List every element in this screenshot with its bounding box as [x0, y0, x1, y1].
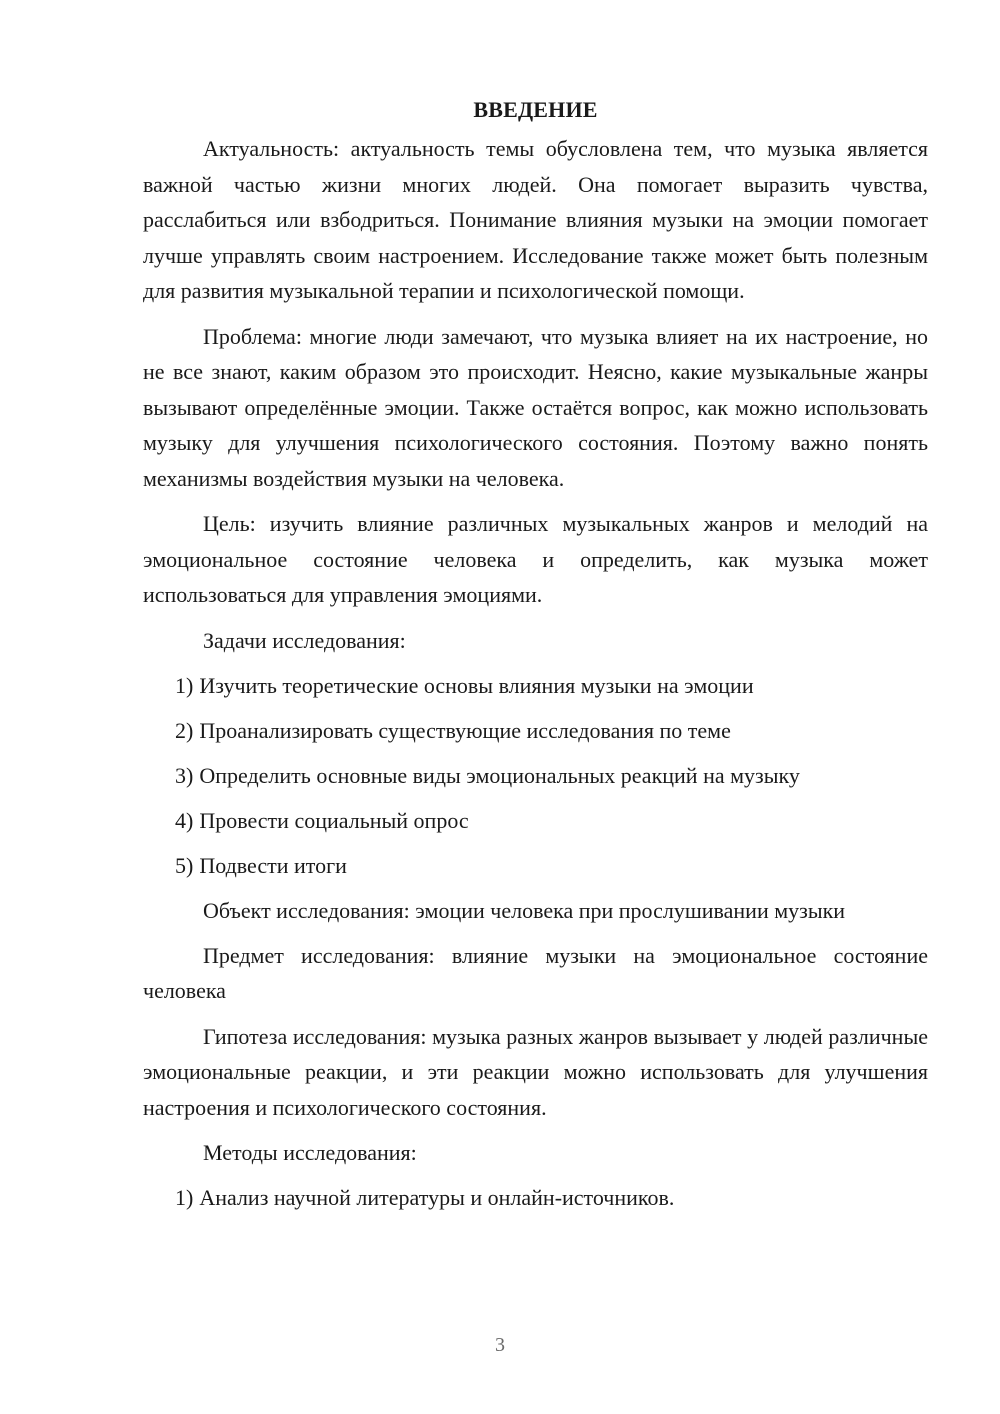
- task-number: 1): [175, 672, 194, 698]
- task-number: 5): [175, 852, 194, 878]
- methods-list: [143, 1180, 928, 1216]
- method-item: [143, 1180, 928, 1216]
- method-text: Анализ научной литературы и онлайн-источников.: [199, 1185, 675, 1210]
- task-item: [143, 713, 928, 749]
- task-item: [143, 848, 928, 884]
- task-number: 4): [175, 807, 194, 833]
- task-text: Определить основные виды эмоциональных реакций на музыку: [199, 762, 800, 788]
- task-item: [143, 758, 928, 794]
- task-text: Изучить теоретические основы влияния музыки на эмоции: [199, 672, 754, 698]
- section-heading: ВВЕДЕНИЕ: [473, 97, 598, 122]
- task-text: Проанализировать существующие исследования по теме: [199, 717, 731, 743]
- task-text: Подвести итоги: [199, 852, 347, 878]
- document-page: [143, 92, 928, 1225]
- hypothesis-paragraph: Гипотеза исследования: музыка разных жанров вызывает у людей различные эмоциональные реакции, и эти реакции можно использовать для улучшения настроения и психологического состояния.: [143, 1023, 928, 1120]
- method-number: 1): [175, 1185, 194, 1210]
- task-number: 3): [175, 762, 194, 788]
- task-text: Провести социальный опрос: [199, 807, 469, 833]
- relevance-paragraph: Актуальность: актуальность темы обусловлена тем, что музыка является важной частью жизни многих людей. Она помогает выразить чувства, расслабиться или взбодриться. Понимание влияния музыки на эмоции помогает лучше управлять своим настроением. Исследование также может быть полезным для развития музыкальной терапии и психологической помощи.: [143, 136, 928, 303]
- object-line: Объект исследования: эмоции человека при прослушивании музыки: [203, 897, 846, 923]
- page-number: 3: [495, 1334, 505, 1356]
- methods-title: Методы исследования:: [203, 1140, 417, 1165]
- tasks-list: [143, 668, 928, 884]
- subject-paragraph: Предмет исследования: влияние музыки на эмоциональное состояние человека: [143, 942, 928, 1003]
- problem-paragraph: Проблема: многие люди замечают, что музыка влияет на их настроение, но не все знают, каким образом это происходит. Неясно, какие музыкальные жанры вызывают определённые эмоции. Также остаётся вопрос, как можно использовать музыку для улучшения психологического состояния. Поэтому важно понять механизмы воздействия музыки на человека.: [143, 323, 928, 491]
- task-number: 2): [175, 717, 194, 743]
- tasks-title: Задачи исследования:: [203, 627, 406, 653]
- goal-paragraph: Цель: изучить влияние различных музыкальных жанров и мелодий на эмоциональное состояние человека и определить, как музыка может использоваться для управления эмоциями.: [143, 511, 928, 607]
- task-item: [143, 803, 928, 839]
- task-item: [143, 668, 928, 704]
